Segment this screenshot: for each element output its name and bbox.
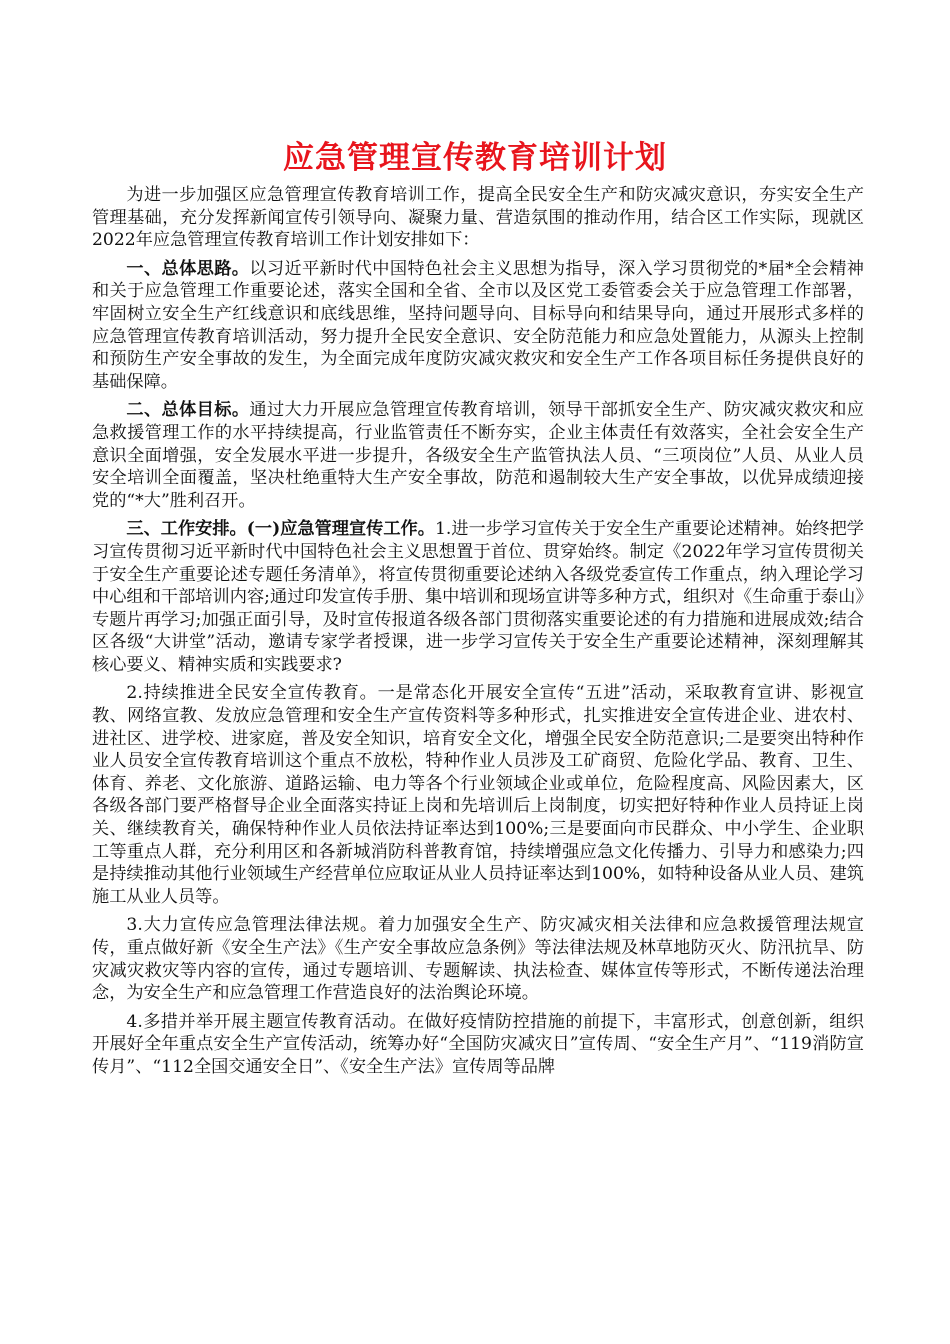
paragraph-section-2 xyxy=(92,399,864,512)
document-body xyxy=(92,184,864,1085)
paragraph-item-3 xyxy=(92,914,864,1004)
paragraph-section-1 xyxy=(92,258,864,394)
paragraph-intro xyxy=(92,184,864,252)
paragraph-text: 1.进一步学习宣传关于安全生产重要论述精神。始终把学习宣传贯彻习近平新时代中国特色社会主义思想置于首位、贯穿始终。制定《2022年学习宣传贯彻关于安全生产重要论述专题任务清单》，将宣传贯彻重要论述纳入各级党委宣传工作重点，纳入理论学习中心组和干部培训内容;通过印发宣传手册、集中培训和现场宣讲等多种方式，组织对《生命重于泰山》专题片再学习;加强正面引导，及时宣传报道各级各部门贯彻落实重要论述的有力措施和进展成效;结合区各级“大讲堂”活动，邀请专家学者授课，进一步学习宣传关于安全生产重要论述精神，深刻理解其核心要义、精神实质和实践要求? xyxy=(92,519,864,675)
paragraph-text: 为进一步加强区应急管理宣传教育培训工作，提高全民安全生产和防灾减灾意识，夯实安全生产管理基础，充分发挥新闻宣传引领导向、凝聚力量、营造氛围的推动作用，结合区工作实际，现就区2022年应急管理宣传教育培训工作计划安排如下： xyxy=(92,185,864,251)
paragraph-item-4 xyxy=(92,1011,864,1079)
paragraph-text: 4.多措并举开展主题宣传教育活动。在做好疫情防控措施的前提下，丰富形式，创意创新，组织开展好全年重点安全生产宣传活动，统筹办好“全国防灾减灾日”宣传周、“安全生产月”、“119消防宣传月”、“112全国交通安全日”、《安全生产法》宣传周等品牌 xyxy=(92,1011,864,1077)
paragraph-text: 以习近平新时代中国特色社会主义思想为指导，深入学习贯彻党的*届*全会精神和关于应急管理工作重要论述，落实全国和全省、全市以及区党工委管委会关于应急管理工作部署，牢固树立安全生产红线意识和底线思维，坚持问题导向、目标导向和结果导向，通过开展形式多样的应急管理宣传教育培训活动，努力提升全民安全意识、安全防范能力和应急处置能力，从源头上控制和预防生产安全事故的发生，为全面完成年度防灾减灾救灾和安全生产工作各项目标任务提供良好的基础保障。 xyxy=(92,258,864,392)
paragraph-section-3 xyxy=(92,518,864,676)
paragraph-text: 通过大力开展应急管理宣传教育培训，领导干部抓安全生产、防灾减灾救灾和应急救援管理工作的水平持续提高，行业监管责任不断夯实，企业主体责任有效落实，全社会安全生产意识全面增强，安全发展水平进一步提升，各级安全生产监管执法人员、“三项岗位”人员、从业人员安全培训全面覆盖，坚决杜绝重特大生产安全事故，防范和遏制较大生产安全事故，以优异成绩迎接党的“*大”胜利召开。 xyxy=(92,400,864,511)
paragraph-item-2 xyxy=(92,682,864,908)
paragraph-text: 2.持续推进全民安全宣传教育。一是常态化开展安全宣传“五进”活动，采取教育宣讲、影视宣教、网络宣教、发放应急管理和安全生产宣传资料等多种形式，扎实推进安全宣传进企业、进农村、进社区、进学校、进家庭，普及安全知识，培育安全文化，增强全民安全防范意识;二是要突出特种作业人员安全宣传教育培训这个重点不放松，特种作业人员涉及工矿商贸、危险化学品、教育、卫生、体育、养老、文化旅游、道路运输、电力等各个行业领域企业或单位，危险程度高、风险因素大，区各级各部门要严格督导企业全面落实持证上岗和先培训后上岗制度，切实把好特种作业人员持证上岗关、继续教育关，确保特种作业人员依法持证率达到100%;三是要面向市民群众、中小学生、企业职工等重点人群，充分利用区和各新城消防科普教育馆，持续增强应急文化传播力、引导力和感染力;四是持续推动其他行业领域生产经营单位应取证从业人员持证率达到100%，如特种设备从业人员、建筑施工从业人员等。 xyxy=(92,683,864,907)
section-heading: 二、总体目标。 xyxy=(126,400,250,421)
section-heading: 一、总体思路。 xyxy=(126,258,250,279)
paragraph-text: 3.大力宣传应急管理法律法规。着力加强安全生产、防灾减灾相关法律和应急救援管理法规宣传，重点做好新《安全生产法》《生产安全事故应急条例》等法律法规及林草地防灭火、防汛抗旱、防灾减灾救灾等内容的宣传，通过专题培训、专题解读、执法检查、媒体宣传等形式，不断传递法治理念，为安全生产和应急管理工作营造良好的法治舆论环境。 xyxy=(92,915,864,1004)
section-heading: 三、工作安排。(一)应急管理宣传工作。 xyxy=(126,519,435,540)
document-title: 应急管理宣传教育培训计划 xyxy=(283,140,667,176)
